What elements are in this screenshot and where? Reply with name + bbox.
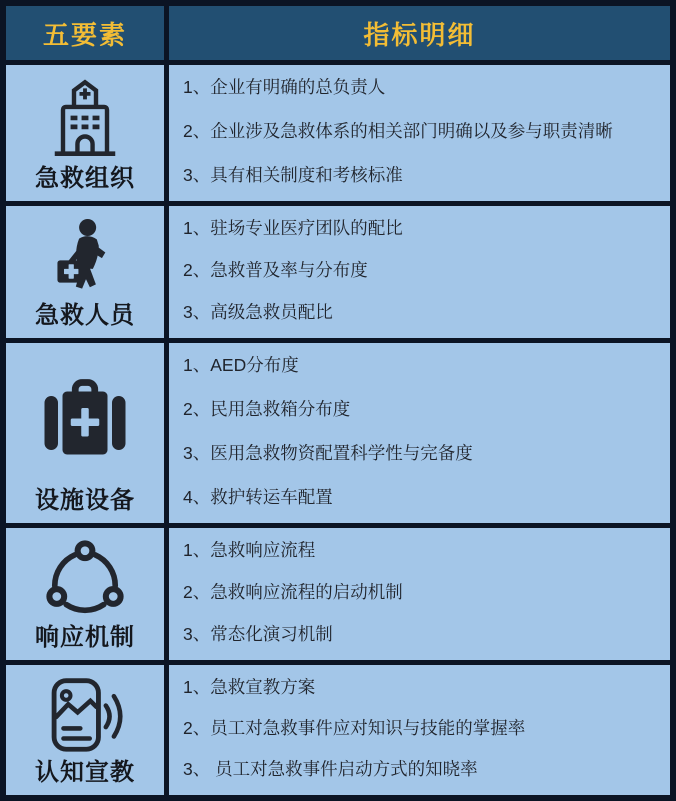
indicator-item: 2、急救响应流程的启动机制 [183, 582, 403, 603]
indicator-item: 1、急救宣教方案 [183, 677, 316, 697]
row-education-label: 认知宣教 [35, 759, 135, 786]
indicator-item: 3、医用急救物资配置科学性与完备度 [183, 443, 473, 464]
indicator-item: 1、驻场专业医疗团队的配比 [183, 218, 403, 238]
row-response-label-cell [6, 528, 164, 660]
network-nodes-icon [42, 536, 128, 626]
indicator-item: 3、高级急救员配比 [183, 302, 333, 323]
row-personnel-label-cell [6, 206, 164, 338]
row-organization-indicators [169, 65, 670, 201]
indicator-item: 1、急救响应流程 [183, 540, 316, 560]
hospital-icon [41, 73, 129, 167]
header-col-elements-label: 五要素 [42, 19, 127, 50]
row-equipment-label: 设施设备 [35, 487, 135, 514]
row-personnel-indicators [169, 206, 670, 338]
header-col-elements [6, 6, 164, 60]
indicator-item: 1、AED分布度 [183, 355, 299, 375]
indicator-item: 3、常态化演习机制 [183, 624, 333, 645]
row-equipment-indicators [169, 343, 670, 523]
medic-person-icon [43, 214, 127, 304]
first-aid-kit-icon [37, 351, 133, 489]
row-response-indicators [169, 528, 670, 660]
media-broadcast-icon [42, 673, 128, 761]
indicator-item: 3、具有相关制度和考核标准 [183, 165, 403, 186]
row-response-label: 响应机制 [35, 624, 135, 651]
row-education-label-cell [6, 665, 164, 795]
indicator-item: 3、 员工对急救事件启动方式的知晓率 [183, 759, 478, 780]
indicator-item: 4、救护转运车配置 [183, 487, 333, 508]
indicator-item: 2、民用急救箱分布度 [183, 399, 351, 420]
indicator-item: 1、企业有明确的总负责人 [183, 77, 386, 97]
header-col-indicators [169, 6, 670, 60]
row-education-indicators [169, 665, 670, 795]
header-col-indicators-label: 指标明细 [363, 19, 476, 50]
indicator-item: 2、急救普及率与分布度 [183, 260, 368, 281]
row-equipment-label-cell [6, 343, 164, 523]
row-organization-label: 急救组织 [35, 165, 135, 192]
row-organization-label-cell [6, 65, 164, 201]
row-personnel-label: 急救人员 [35, 302, 135, 329]
indicator-item: 2、员工对急救事件应对知识与技能的掌握率 [183, 718, 526, 739]
indicator-item: 2、企业涉及急救体系的相关部门明确以及参与职责清晰 [183, 121, 613, 142]
